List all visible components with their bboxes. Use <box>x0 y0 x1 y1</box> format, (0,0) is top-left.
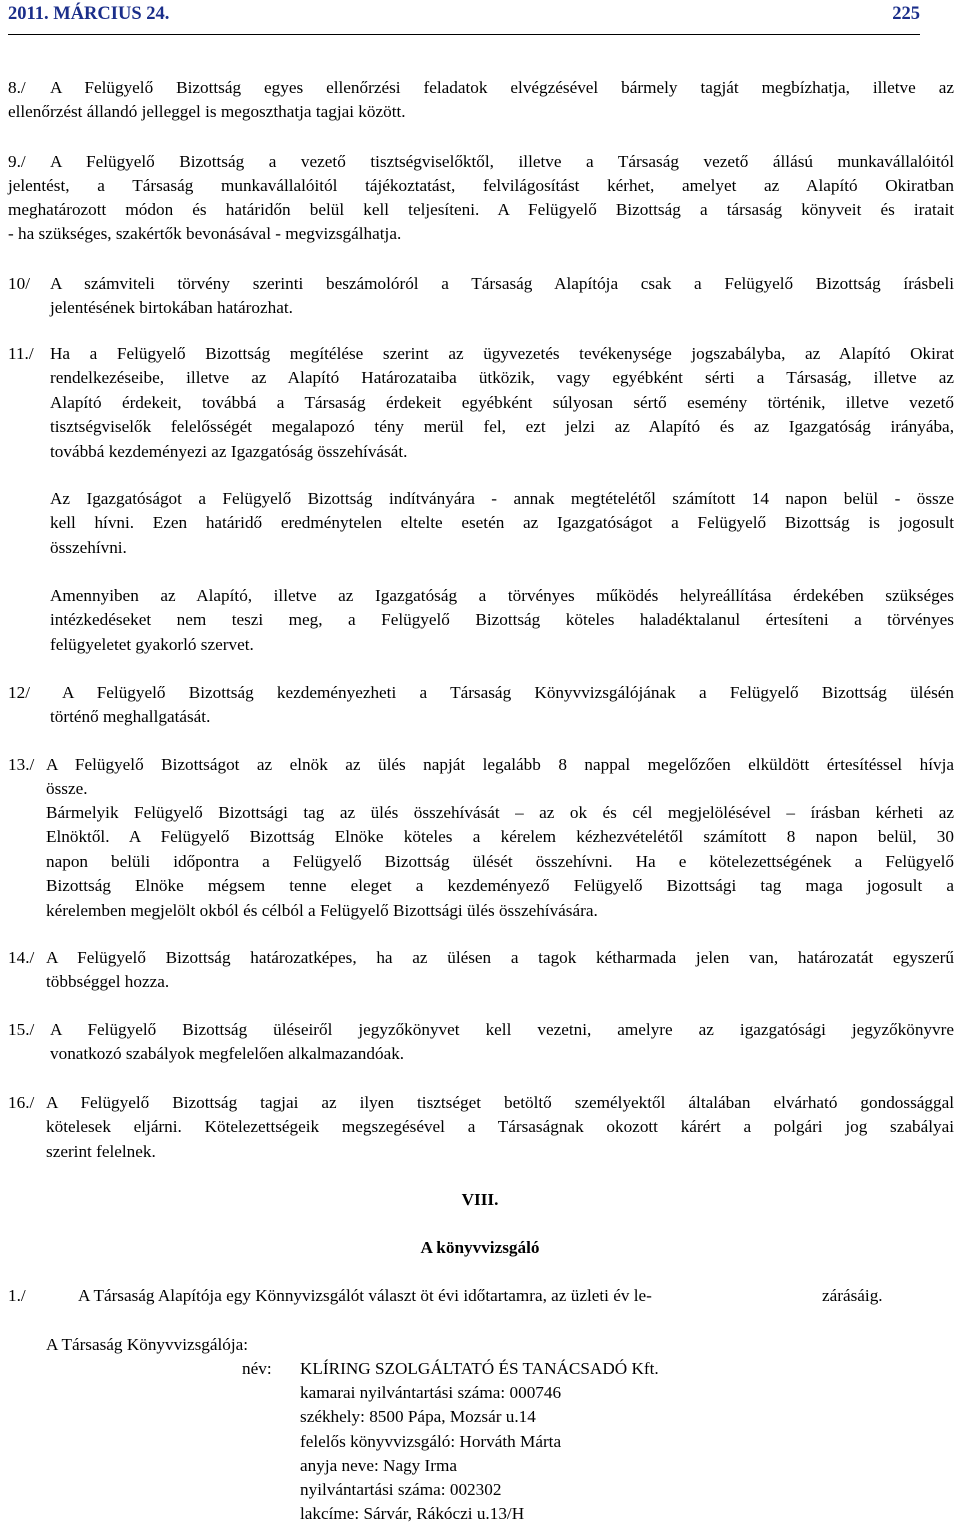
auditor-intro: A Társaság Könyvvizsgálója: <box>46 1335 249 1354</box>
paragraph-line: meghatározott módon és határidőn belül kell teljesíteni. A Felügyelő Bizottság a társaság könyveit és iratait <box>8 200 954 219</box>
section-number: VIII. <box>461 1190 499 1209</box>
paragraph-line: A Felügyelő Bizottságot az elnök az ülés napját legalább 8 nappal megelőzően elküldött értesítéssel hívja <box>46 755 954 774</box>
paragraph-line: A Felügyelő Bizottság üléseiről jegyzőkönyvet kell vezetni, amelyre az igazgatósági jegyzőkönyvre <box>50 1020 954 1039</box>
paragraph-line: A Felügyelő Bizottság határozatképes, ha az ülésen a tagok kétharmada jelen van, határozatát egyszerű <box>46 948 954 967</box>
paragraph-line: szerint felelnek. <box>46 1142 156 1161</box>
paragraph-line: A Felügyelő Bizottság a vezető tisztségviselőktől, illetve a Társaság vezető állású munkavállalóitól <box>50 152 954 171</box>
paragraph-line: ellenőrzést állandó jelleggel is megoszthatja tagjai között. <box>8 102 406 121</box>
paragraph-line: többséggel hozza. <box>46 972 170 991</box>
paragraph-line: jelentést, a Társaság munkavállalóitól tájékoztatást, felvilágosítást kérhet, amelyet az Alapító Okiratban <box>8 176 954 195</box>
paragraph-line: intézkedéseket nem teszi meg, a Felügyelő Bizottság köteles haladéktalanul értesíteni a törvényes <box>50 610 954 629</box>
section-title: A könyvvizsgáló <box>420 1238 540 1257</box>
paragraph-line: történő meghallgatását. <box>50 707 211 726</box>
header-date: 2011. MÁRCIUS 24. <box>8 4 170 24</box>
page-header <box>8 4 920 35</box>
item-number: 15./ <box>8 1020 35 1039</box>
paragraph-line: A számviteli törvény szerinti beszámolóról a Társaság Alapítója csak a Felügyelő Bizottság írásbeli <box>50 274 954 293</box>
auditor-clause-text: A Társaság Alapítója egy Könnyvizsgálót választ öt évi időtartamra, az üzleti év le- <box>78 1286 652 1305</box>
item-number: 8./ <box>8 78 26 97</box>
auditor-detail: anyja neve: Nagy Irma <box>300 1456 458 1475</box>
item-number: 1./ <box>8 1286 26 1305</box>
paragraph-line: kell hívni. Ezen határidő eredménytelen eltelte esetén az Igazgatóságot a Felügyelő Bizottság is jogosult <box>50 513 954 532</box>
auditor-detail: felelős könyvvizsgáló: Horváth Márta <box>300 1432 562 1451</box>
paragraph-line: napon belüli időpontra a Felügyelő Bizottság ülését összehívni. Ha e kötelezettségének a Felügyelő <box>46 852 954 871</box>
paragraph-line: A Felügyelő Bizottság kezdeményezheti a Társaság Könyvvizsgálójának a Felügyelő Bizottság ülésén <box>62 683 954 702</box>
auditor-detail: székhely: 8500 Pápa, Mozsár u.14 <box>300 1407 536 1426</box>
item-number: 14./ <box>8 948 35 967</box>
paragraph-line: Bizottság Elnöke mégsem tenne eleget a kezdeményező Felügyelő Bizottsági tag maga jogosult a <box>46 876 954 895</box>
auditor-clause-text-end: zárásáig. <box>822 1286 883 1305</box>
paragraph-line: tisztségviselők felelősségét megalapozó tény merül fel, ezt jelzi az Alapító és az Igazgatóság irányába, <box>50 417 954 436</box>
paragraph-line: továbbá kezdeményezi az Igazgatóság összehívását. <box>50 442 408 461</box>
item-number: 12/ <box>8 683 30 702</box>
paragraph-line: Az Igazgatóságot a Felügyelő Bizottság indítványára - annak megtételétől számított 14 napon belül - össze <box>50 489 954 508</box>
paragraph-line: vonatkozó szabályok megfelelően alkalmazandóak. <box>50 1044 405 1063</box>
item-number: 16./ <box>8 1093 35 1112</box>
header-page-number: 225 <box>892 4 920 24</box>
item-number: 13./ <box>8 755 35 774</box>
paragraph-line: össze. <box>46 779 88 798</box>
paragraph-line: A Felügyelő Bizottság tagjai az ilyen tisztséget betöltő személyektől általában elvárható gondossággal <box>46 1093 954 1112</box>
paragraph-line: - ha szükséges, szakértők bevonásával - megvizsgálhatja. <box>8 224 402 243</box>
paragraph-line: összehívni. <box>50 538 127 557</box>
paragraph-line: A Felügyelő Bizottság egyes ellenőrzési feladatok elvégzésével bármely tagját megbízhatja, illetve az <box>50 78 954 97</box>
paragraph-line: felügyeletet gyakorló szervet. <box>50 635 254 654</box>
item-number: 9./ <box>8 152 26 171</box>
paragraph-line: Alapító érdekeit, továbbá a Társaság érdekeit egyébként súlyosan sértő esemény történik, illetve vezető <box>50 393 954 412</box>
paragraph-line: Amennyiben az Alapító, illetve az Igazgatóság a törvényes működés helyreállítása érdekében szükséges <box>50 586 954 605</box>
auditor-name: KLÍRING SZOLGÁLTATÓ ÉS TANÁCSADÓ Kft. <box>300 1359 659 1378</box>
paragraph-line: Bármelyik Felügyelő Bizottsági tag az ülés összehívását – az ok és cél megjelölésével – írásban kérheti az <box>46 803 954 822</box>
item-number: 10/ <box>8 274 30 293</box>
paragraph-line: kötelesek eljárni. Kötelezettségeik megszegésével a Társaságnak okozott kárért a polgári jog szabályai <box>46 1117 954 1136</box>
paragraph-line: kérelemben megjelölt okból és célból a Felügyelő Bizottsági ülés összehívására. <box>46 901 598 920</box>
item-number: 11./ <box>8 344 34 363</box>
paragraph-line: Elnöktől. A Felügyelő Bizottság Elnöke köteles a kérelem kézhezvételétől számított 8 napon belül, 30 <box>46 827 954 846</box>
paragraph-line: jelentésének birtokában határozhat. <box>50 298 293 317</box>
paragraph-line: Ha a Felügyelő Bizottság megítélése szerint az ügyvezetés tevékenysége jogszabályba, az Alapító Okirat <box>50 344 954 363</box>
auditor-name-label: név: <box>242 1359 272 1378</box>
auditor-detail: lakcíme: Sárvár, Rákóczi u.13/H <box>300 1504 525 1523</box>
paragraph-line: rendelkezéseibe, illetve az Alapító Határozataiba ütközik, vagy egyébként sérti a Társaság, illetve az <box>50 368 954 387</box>
auditor-detail: kamarai nyilvántartási száma: 000746 <box>300 1383 562 1402</box>
auditor-detail: nyilvántartási száma: 002302 <box>300 1480 502 1499</box>
